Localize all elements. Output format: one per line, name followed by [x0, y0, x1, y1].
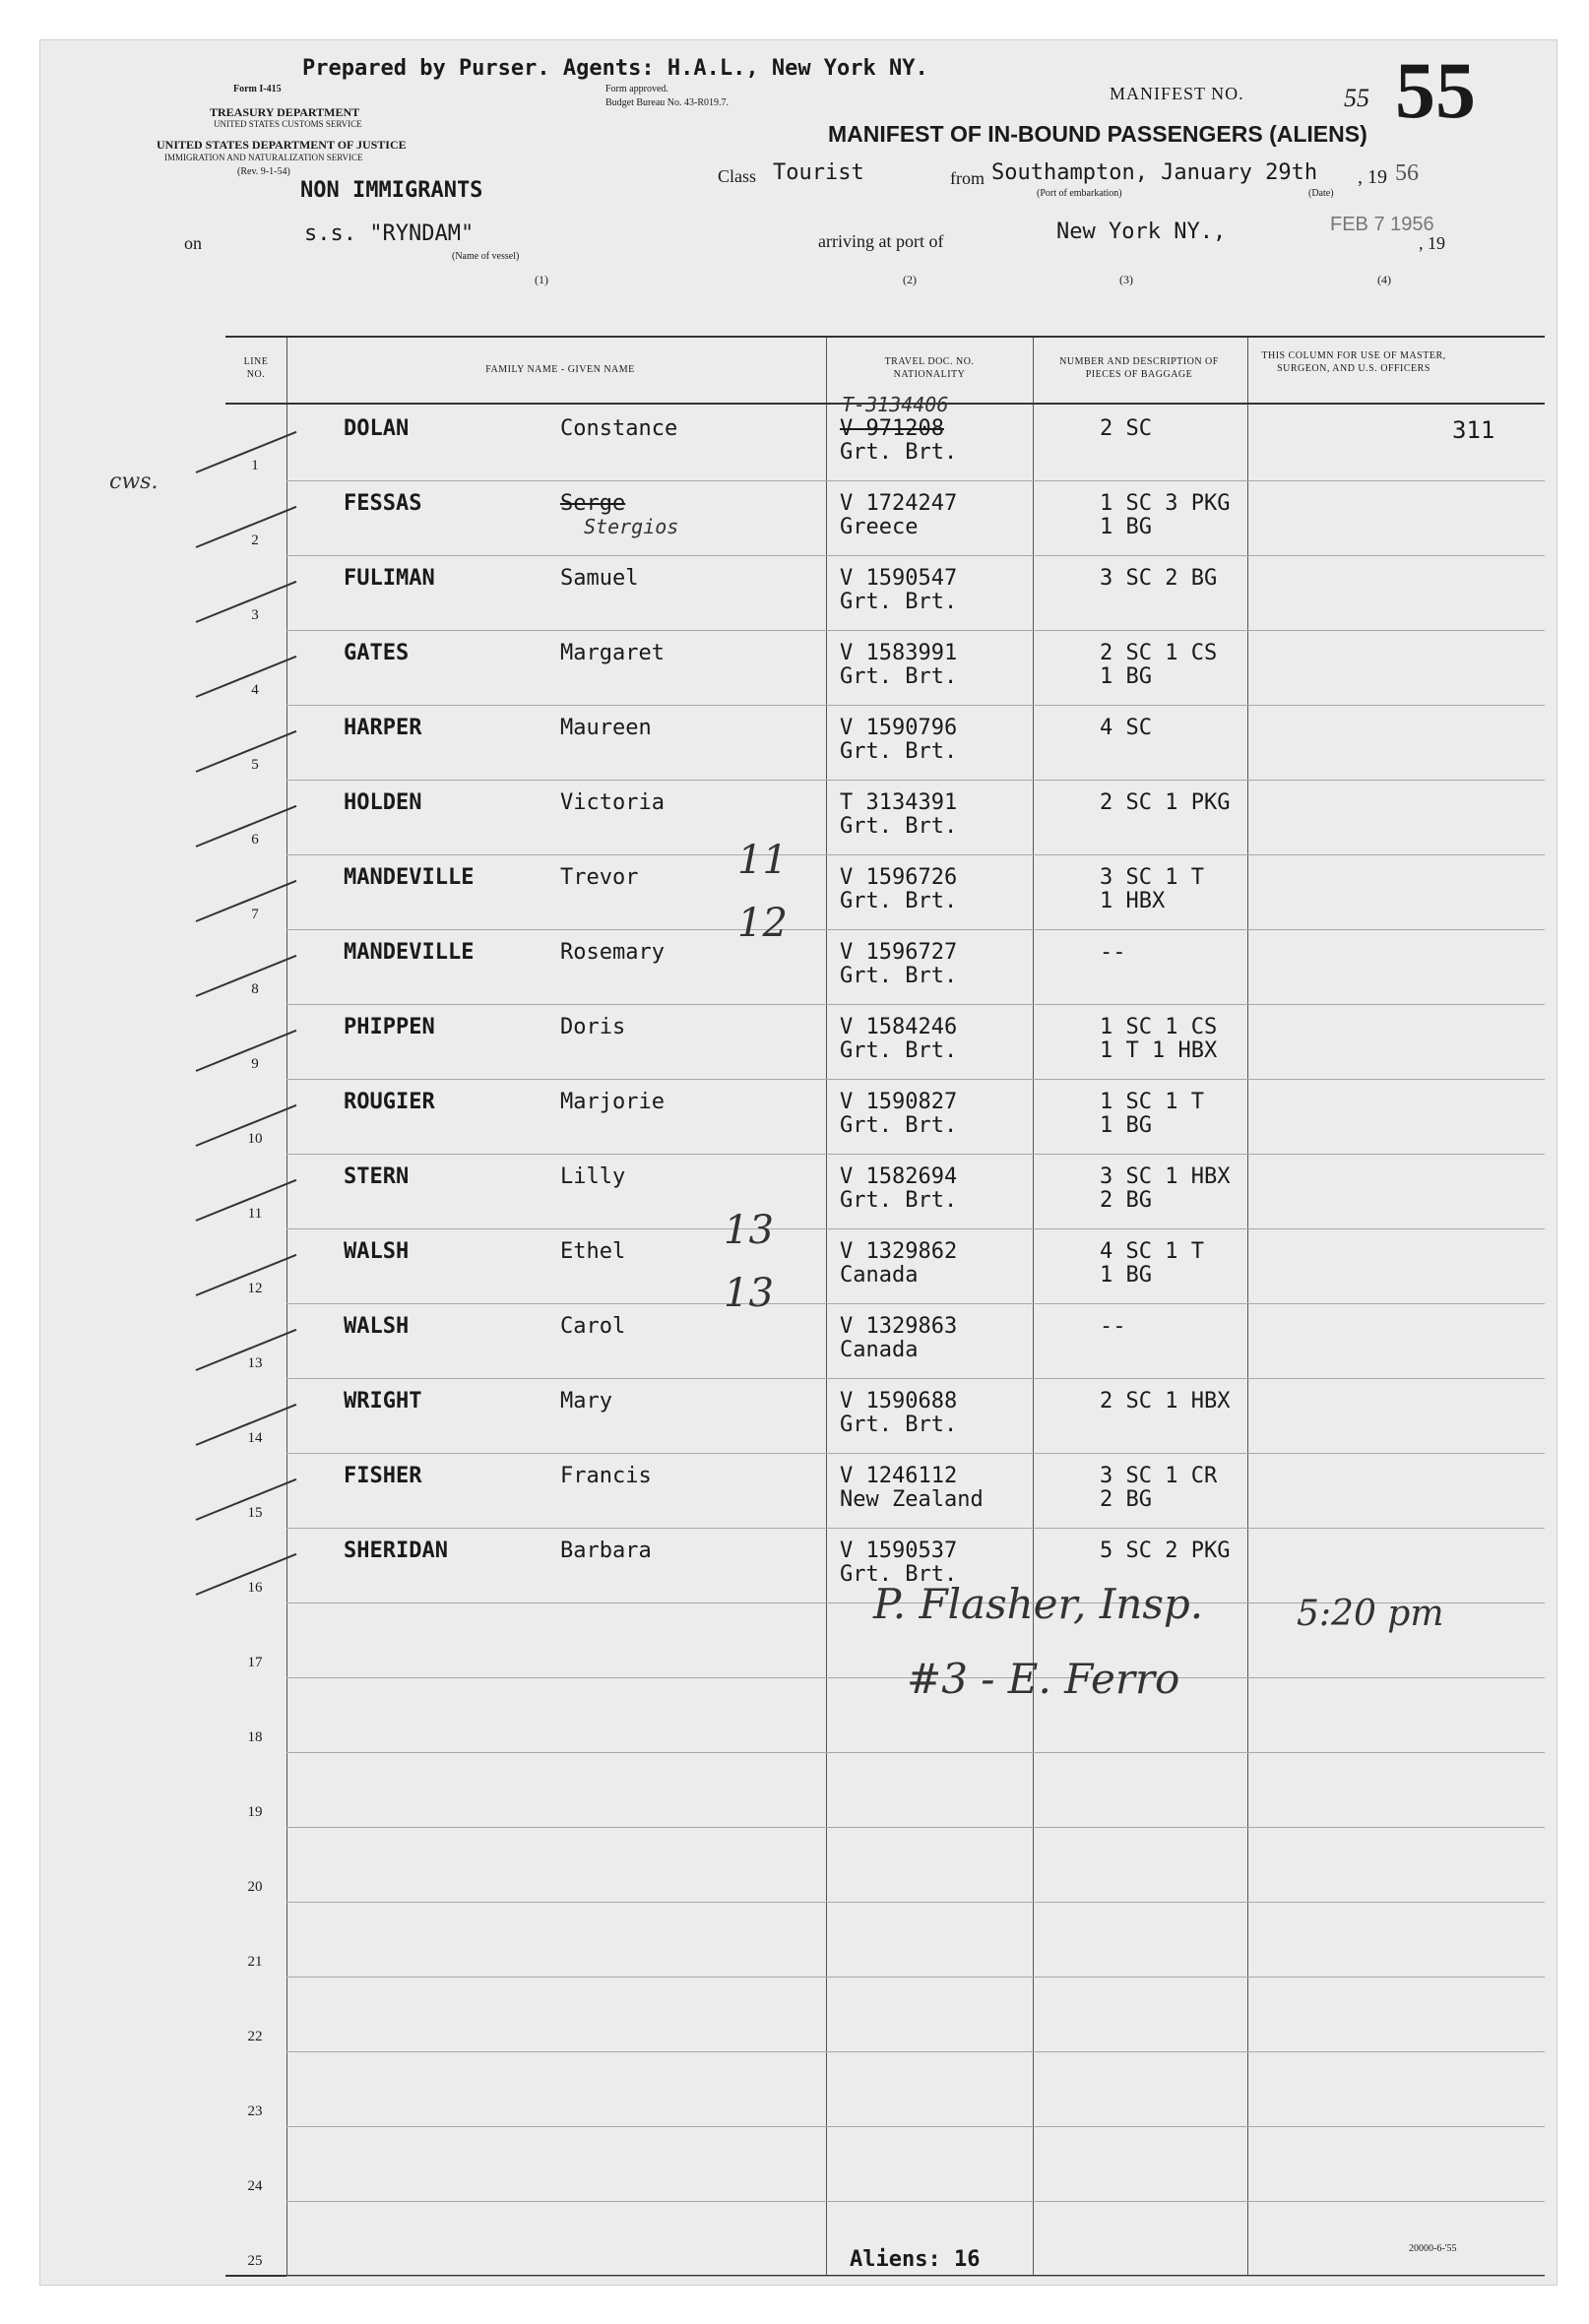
nationality: Grt. Brt.: [840, 1038, 958, 1063]
nationality: Grt. Brt.: [840, 889, 958, 913]
nationality: Canada: [840, 1338, 919, 1362]
line-number: 23: [247, 2104, 263, 2119]
baggage-line-1: 2 SC 1 HBX: [1100, 1389, 1231, 1413]
baggage-line-1: --: [1100, 940, 1126, 965]
given-name: Mary: [560, 1389, 612, 1413]
table-row: [225, 1379, 1545, 1454]
table-row: [225, 481, 1545, 556]
given-name: Samuel: [560, 566, 639, 591]
inspection-time: 5:20 pm: [1297, 1594, 1444, 1634]
table-row: [225, 1304, 1545, 1379]
given-name: Lilly: [560, 1164, 626, 1189]
baggage-line-2: 1 BG: [1100, 515, 1152, 539]
officer-note: 311: [1452, 416, 1495, 444]
baggage-line-1: 3 SC 1 CR: [1100, 1464, 1218, 1488]
line-number: 21: [247, 1954, 263, 1970]
nationality: Grt. Brt.: [840, 590, 958, 614]
from-value: Southampton, January 29th: [991, 160, 1318, 185]
arriving-label: arriving at port of: [818, 231, 944, 251]
baggage-line-1: --: [1100, 1314, 1126, 1339]
travel-doc-number: V 1584246: [840, 1015, 958, 1039]
baggage-line-1: 2 SC: [1100, 416, 1152, 441]
baggage-line-2: 1 T 1 HBX: [1100, 1038, 1218, 1063]
line-number: 10: [247, 1131, 263, 1147]
aliens-total: Aliens: 16: [850, 2247, 981, 2272]
inspector-note: #3 - E. Ferro: [907, 1655, 1180, 1703]
line-number: 9: [251, 1056, 259, 1072]
family-name: DOLAN: [344, 416, 410, 441]
nationality: Grt. Brt.: [840, 964, 958, 988]
travel-doc-number: V 1329862: [840, 1239, 958, 1264]
nationality: Grt. Brt.: [840, 1413, 958, 1437]
baggage-line-1: 1 SC 1 T: [1100, 1090, 1204, 1114]
line-number: 1: [251, 458, 259, 473]
family-name: ROUGIER: [344, 1090, 435, 1114]
baggage-line-1: 3 SC 2 BG: [1100, 566, 1218, 591]
year-value: 56: [1395, 160, 1419, 186]
line-number: 13: [247, 1355, 263, 1371]
treasury-department: TREASURY DEPARTMENT: [210, 105, 360, 119]
manifest-page: [39, 39, 1557, 2286]
col-header-baggage: NUMBER AND DESCRIPTION OF PIECES OF BAGGAGE: [1059, 356, 1219, 380]
given-name: Rosemary: [560, 940, 665, 965]
line-number: 20: [247, 1879, 263, 1895]
table-row: [225, 706, 1545, 781]
nationality: Grt. Brt.: [840, 1113, 958, 1138]
travel-doc-number: V 1590547: [840, 566, 958, 591]
year-prefix: , 19: [1358, 166, 1387, 188]
vessel-caption: (Name of vessel): [452, 251, 520, 262]
travel-doc-number: V 1329863: [840, 1314, 958, 1339]
department-of-justice: UNITED STATES DEPARTMENT OF JUSTICE: [157, 138, 407, 152]
margin-initials: cws.: [109, 470, 159, 494]
travel-doc-number: V 971208: [840, 416, 944, 441]
family-name: MANDEVILLE: [344, 940, 475, 965]
line-number: 5: [251, 757, 259, 773]
line-number: 18: [247, 1729, 263, 1745]
manifest-no-label: MANIFEST NO.: [1110, 84, 1244, 103]
given-name: Barbara: [560, 1539, 652, 1563]
family-name: PHIPPEN: [344, 1015, 435, 1039]
form-number: Form I-415: [233, 84, 282, 94]
bracket-note-d: 13: [724, 1271, 774, 1316]
line-number: 3: [251, 607, 259, 623]
baggage-line-2: 2 BG: [1100, 1188, 1152, 1213]
doc-correction: T-3134406: [842, 393, 949, 416]
line-number: 4: [251, 682, 259, 698]
table-row: [225, 1080, 1545, 1155]
family-name: FISHER: [344, 1464, 422, 1488]
column-number: (3): [1119, 273, 1133, 286]
table-row: [225, 1229, 1545, 1304]
given-name: Victoria: [560, 790, 665, 815]
line-number: 14: [247, 1430, 263, 1446]
family-name: GATES: [344, 641, 410, 665]
given-name: Trevor: [560, 865, 639, 890]
non-immigrants: NON IMMIGRANTS: [300, 178, 483, 203]
family-name: FULIMAN: [344, 566, 435, 591]
table-row: [225, 1005, 1545, 1080]
baggage-line-2: 1 BG: [1100, 664, 1152, 689]
baggage-line-1: 2 SC 1 CS: [1100, 641, 1218, 665]
baggage-line-1: 3 SC 1 T: [1100, 865, 1204, 890]
table-row: [225, 393, 1545, 481]
baggage-line-1: 3 SC 1 HBX: [1100, 1164, 1231, 1189]
col-header-name: FAMILY NAME - GIVEN NAME: [485, 364, 635, 375]
line-number: 15: [247, 1505, 263, 1521]
line-number: 17: [247, 1655, 263, 1670]
line-number: 11: [247, 1206, 263, 1222]
empty-table-row: [225, 1678, 1545, 1753]
bracket-note-b: 12: [737, 901, 788, 946]
empty-table-row: [225, 1978, 1545, 2052]
empty-table-row: [225, 1903, 1545, 1978]
line-number: 7: [251, 907, 259, 922]
travel-doc-number: V 1724247: [840, 491, 958, 516]
travel-doc-number: V 1596727: [840, 940, 958, 965]
given-name-correction: Stergios: [584, 515, 679, 538]
arrival-year-prefix: , 19: [1419, 233, 1445, 253]
col-header-line-no: LINE NO.: [243, 356, 269, 380]
travel-doc-number: V 1246112: [840, 1464, 958, 1488]
line-number: 16: [247, 1580, 263, 1596]
customs-service: UNITED STATES CUSTOMS SERVICE: [214, 119, 362, 129]
empty-table-row: [225, 2052, 1545, 2127]
given-name: Carol: [560, 1314, 626, 1339]
given-name: Ethel: [560, 1239, 626, 1264]
travel-doc-number: V 1582694: [840, 1164, 958, 1189]
family-name: HOLDEN: [344, 790, 422, 815]
line-number: 19: [247, 1804, 263, 1820]
given-name: Francis: [560, 1464, 652, 1488]
print-code: 20000-6-'55: [1409, 2243, 1457, 2254]
baggage-line-1: 4 SC 1 T: [1100, 1239, 1204, 1264]
table-row: [225, 1155, 1545, 1229]
empty-table-row: [225, 1753, 1545, 1828]
given-name: Maureen: [560, 716, 652, 740]
manifest-no-stamp: 55: [1395, 45, 1476, 135]
family-name: FESSAS: [344, 491, 422, 516]
col-header-officers: THIS COLUMN FOR USE OF MASTER, SURGEON, AND U.S. OFFICERS: [1261, 350, 1446, 374]
nationality: Grt. Brt.: [840, 814, 958, 839]
line-number: 2: [251, 533, 259, 548]
arriving-value: New York NY.,: [1056, 220, 1227, 244]
empty-table-row: [225, 2127, 1545, 2202]
baggage-line-1: 5 SC 2 PKG: [1100, 1539, 1231, 1563]
on-label: on: [184, 233, 202, 253]
col-header-travel-doc: TRAVEL DOC. NO. NATIONALITY: [884, 356, 975, 380]
travel-doc-number: T 3134391: [840, 790, 958, 815]
table-row: [225, 1454, 1545, 1529]
family-name: WRIGHT: [344, 1389, 422, 1413]
nationality: Canada: [840, 1263, 919, 1288]
prepared-by-line: Prepared by Purser. Agents: H.A.L., New York NY.: [302, 56, 928, 81]
bracket-note-a: 11: [737, 838, 788, 883]
table-row: [225, 930, 1545, 1005]
given-name: Constance: [560, 416, 678, 441]
family-name: MANDEVILLE: [344, 865, 475, 890]
vessel-name: s.s. "RYNDAM": [304, 221, 475, 246]
travel-doc-number: V 1590796: [840, 716, 958, 740]
baggage-line-2: 1 BG: [1100, 1113, 1152, 1138]
given-name: Serge: [560, 491, 626, 516]
nationality: New Zealand: [840, 1487, 984, 1512]
column-number: (2): [903, 273, 917, 286]
class-value: Tourist: [773, 160, 864, 185]
baggage-line-2: 1 HBX: [1100, 889, 1166, 913]
nationality: Grt. Brt.: [840, 1188, 958, 1213]
baggage-line-2: 2 BG: [1100, 1487, 1152, 1512]
table-row: [225, 631, 1545, 706]
nationality: Grt. Brt.: [840, 739, 958, 764]
line-number: 25: [247, 2253, 263, 2269]
date-caption: (Date): [1308, 188, 1334, 199]
table-row: [225, 855, 1545, 930]
travel-doc-number: V 1590688: [840, 1389, 958, 1413]
revision-date: (Rev. 9-1-54): [237, 166, 290, 177]
from-label: from: [950, 168, 985, 188]
baggage-line-1: 4 SC: [1100, 716, 1152, 740]
inspector-signature: P. Flasher, Insp.: [873, 1580, 1204, 1628]
family-name: HARPER: [344, 716, 422, 740]
empty-table-row: [225, 1828, 1545, 1903]
table-row: [225, 556, 1545, 631]
given-name: Marjorie: [560, 1090, 665, 1114]
table-row: [225, 781, 1545, 855]
arrival-date-stamp: FEB 7 1956: [1330, 214, 1434, 235]
line-number: 22: [247, 2029, 263, 2044]
baggage-line-1: 2 SC 1 PKG: [1100, 790, 1231, 815]
nationality: Grt. Brt.: [840, 1562, 958, 1587]
line-number: 12: [247, 1281, 263, 1296]
family-name: SHERIDAN: [344, 1539, 448, 1563]
nationality: Greece: [840, 515, 919, 539]
passenger-table: [225, 336, 1545, 2277]
class-label: Class: [718, 166, 757, 186]
travel-doc-number: V 1590827: [840, 1090, 958, 1114]
nationality: Grt. Brt.: [840, 440, 958, 465]
port-caption: (Port of embarkation): [1037, 188, 1122, 199]
travel-doc-number: V 1590537: [840, 1539, 958, 1563]
immigration-service: IMMIGRATION AND NATURALIZATION SERVICE: [164, 153, 363, 162]
family-name: STERN: [344, 1164, 410, 1189]
manifest-title: MANIFEST OF IN-BOUND PASSENGERS (ALIENS): [828, 121, 1367, 147]
column-number: (1): [535, 273, 548, 286]
family-name: WALSH: [344, 1239, 410, 1264]
budget-bureau: Budget Bureau No. 43-R019.7.: [605, 97, 729, 108]
given-name: Margaret: [560, 641, 665, 665]
line-number: 6: [251, 832, 259, 848]
family-name: WALSH: [344, 1314, 410, 1339]
baggage-line-1: 1 SC 3 PKG: [1100, 491, 1231, 516]
baggage-line-2: 1 BG: [1100, 1263, 1152, 1288]
line-number: 24: [247, 2178, 263, 2194]
baggage-line-1: 1 SC 1 CS: [1100, 1015, 1218, 1039]
line-number: 8: [251, 981, 259, 997]
column-number: (4): [1377, 273, 1391, 286]
travel-doc-number: V 1583991: [840, 641, 958, 665]
manifest-no-value: 55: [1344, 84, 1369, 112]
travel-doc-number: V 1596726: [840, 865, 958, 890]
given-name: Doris: [560, 1015, 626, 1039]
form-approved: Form approved.: [605, 84, 668, 94]
bracket-note-c: 13: [724, 1208, 774, 1253]
nationality: Grt. Brt.: [840, 664, 958, 689]
